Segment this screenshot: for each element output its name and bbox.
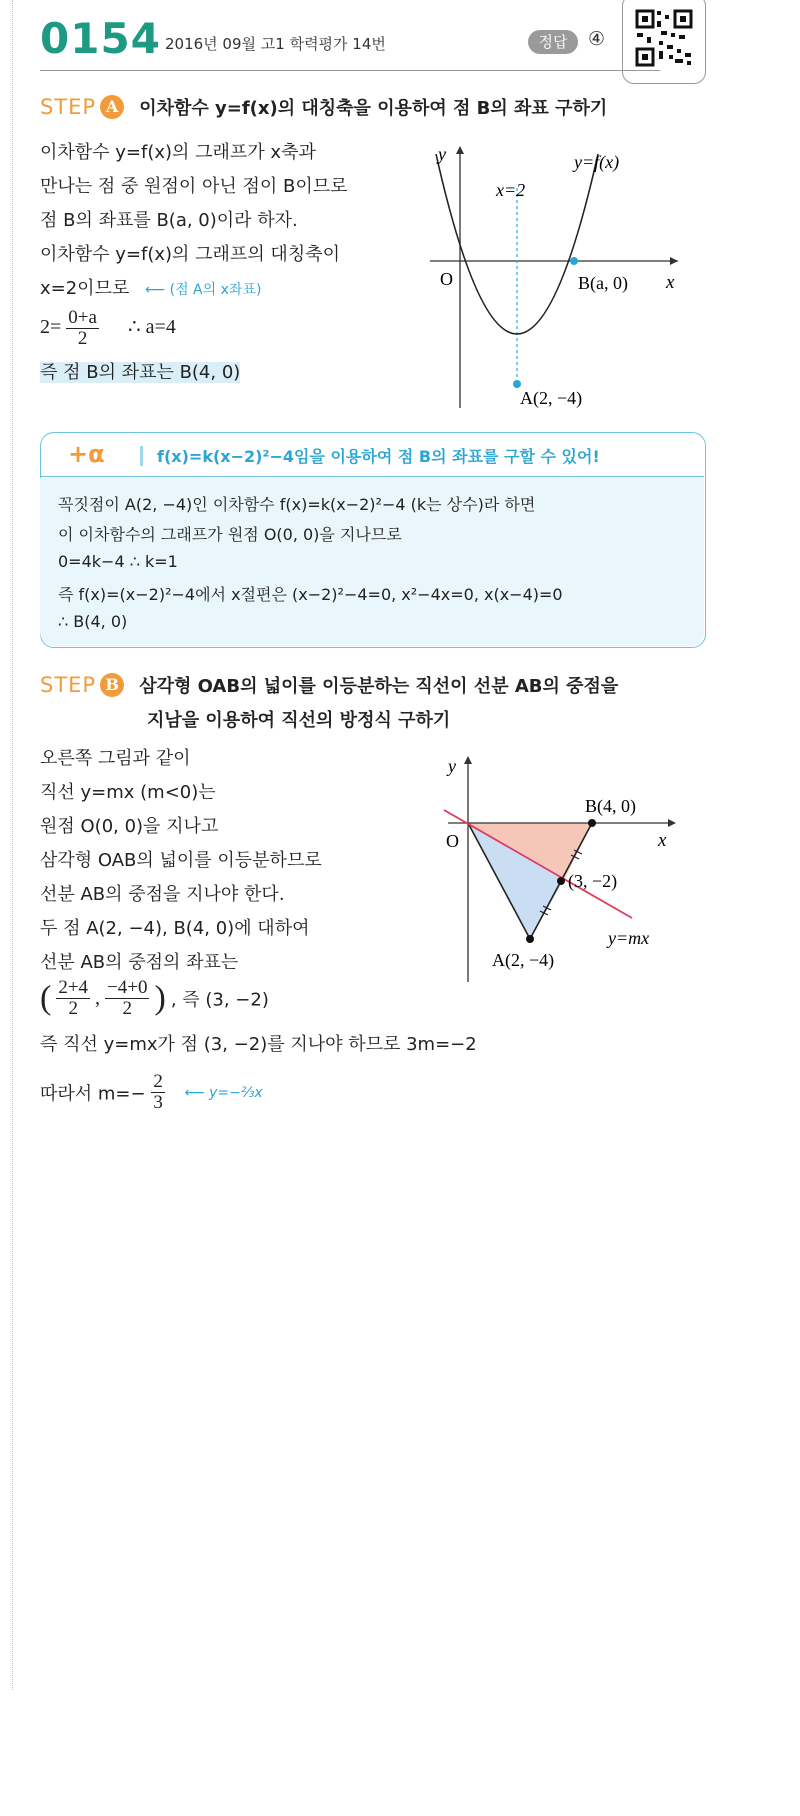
step-a-note: (점 A의 x좌표) (169, 282, 262, 298)
step-b-badge: B (100, 673, 124, 697)
step-a-conclusion-text: 즉 점 B의 좌표는 B(4, 0) (40, 362, 241, 383)
answer-value: ④ (588, 28, 606, 50)
midpoint-result: , 즉 (3, −2) (170, 989, 269, 1011)
step-b-line: 오른쪽 그림과 같이 (40, 748, 191, 769)
step-a-text (40, 136, 430, 307)
step-a-line: x=2이므로 (40, 278, 130, 299)
graph-a-a-label: A(2, −4) (520, 388, 583, 408)
tip-divider-bar (140, 446, 143, 466)
fraction-denominator: 2 (68, 998, 78, 1019)
graph-a-b-point (570, 257, 578, 265)
graph-b-a-label: A(2, −4) (492, 950, 555, 970)
step-a-label: STEP (40, 95, 97, 119)
midpoint-y-fraction (105, 978, 149, 1019)
fraction-numerator: 2 (153, 1071, 163, 1092)
step-a-arrow-note: ⟵ (점 A의 x좌표) (145, 282, 262, 298)
step-a-line-axis (40, 272, 430, 307)
graph-a-curve-label: y=f(x) (574, 152, 620, 172)
graph-a-vertex-point (513, 380, 521, 388)
tip-title: f(x)=k(x−2)²−4임을 이용하여 점 B의 좌표를 구할 수 있어! (157, 447, 600, 466)
step-b-title-line1: 삼각형 OAB의 넓이를 이등분하는 직선이 선분 AB의 중점을 (139, 676, 619, 697)
step-b-line: 두 점 A(2, −4), B(4, 0)에 대하여 (40, 918, 310, 939)
comma: , (95, 987, 106, 1009)
final-answer-note: y=−⅔x (209, 1084, 263, 1101)
qr-code[interactable] (622, 0, 706, 84)
fraction-numerator: −4+0 (107, 977, 148, 998)
step-a-conclusion (40, 356, 240, 390)
tip-line: ∴ B(4, 0) (58, 612, 128, 631)
graph-a-axis-label: x=2 (496, 180, 526, 200)
margin-guide-line (12, 0, 13, 1690)
step-b-line: 삼각형 OAB의 넓이를 이등분하므로 (40, 850, 322, 871)
graph-a-b-label: B(a, 0) (578, 273, 628, 293)
tip-line: 즉 f(x)=(x−2)²−4에서 x절편은 (x−2)²−4=0, x²−4x=0, x(x−4)=0 (58, 585, 563, 604)
step-b-line: 직선 y=mx (m<0)는 (40, 782, 216, 803)
tip-plus-alpha-icon: +α (68, 440, 105, 468)
graph-b-y-label: y (448, 756, 456, 776)
step-a-title: 이차함수 y=f(x)의 대칭축을 이용하여 점 B의 좌표 구하기 (139, 98, 608, 119)
final-answer-prefix: 따라서 m=− (40, 1083, 146, 1105)
graph-b-b-point (588, 819, 596, 827)
step-a-line: 이차함수 y=f(x)의 그래프의 대칭축이 (40, 244, 340, 265)
final-answer-fraction (151, 1072, 165, 1113)
fraction-denominator: 3 (153, 1092, 163, 1113)
graph-a-x-arrow (670, 257, 678, 265)
graph-a-y-label: y (438, 144, 446, 164)
close-paren: ) (154, 979, 166, 1017)
graph-b-midpoint (557, 877, 565, 885)
graph-a-x-label: x (666, 272, 675, 293)
open-paren: ( (40, 979, 52, 1017)
equation-result: ∴ a=4 (127, 316, 176, 339)
step-b-line: 선분 AB의 중점을 지나야 한다. (40, 884, 285, 905)
step-b-header (40, 672, 618, 698)
graph-b-midpoint-label: (3, −2) (568, 871, 618, 891)
question-source: 2016년 09월 고1 학력평가 14번 (165, 35, 386, 53)
step-a-equation (40, 308, 176, 349)
graph-b-origin-label: O (446, 831, 459, 851)
graph-a-y-arrow (456, 146, 464, 154)
fraction-denominator: 2 (122, 998, 133, 1019)
step-a-line: 이차함수 y=f(x)의 그래프가 x축과 (40, 142, 316, 163)
step-b-label: STEP (40, 673, 97, 697)
midpoint-x-fraction (56, 978, 90, 1019)
step-a-line: 만나는 점 중 원점이 아닌 점이 B이므로 (40, 176, 348, 197)
step-a-header (40, 94, 607, 120)
step-b-line: 원점 O(0, 0)을 지나고 (40, 816, 219, 837)
graph-b-y-arrow (464, 756, 472, 764)
fraction-denominator: 2 (77, 328, 88, 349)
graph-b-line-label: y=mx (608, 928, 650, 948)
tip-content (58, 492, 698, 642)
answer-label-badge: 정답 (528, 30, 578, 54)
fraction-numerator: 0+a (68, 307, 97, 328)
equation-fraction (66, 308, 99, 349)
triangle-graph (440, 750, 690, 990)
final-answer (40, 1072, 263, 1113)
graph-b-x-arrow (668, 819, 676, 827)
tip-line: 0=4k−4 ∴ k=1 (58, 552, 178, 571)
step-a-line: 점 B의 좌표를 B(a, 0)이라 하자. (40, 210, 298, 231)
graph-b-x-label: x (658, 830, 667, 851)
graph-b-a-point (526, 935, 534, 943)
line-pass-text: 즉 직선 y=mx가 점 (3, −2)를 지나야 하므로 3m=−2 (40, 1034, 477, 1055)
final-answer-arrow-note: ⟵ y=−⅔x (184, 1084, 263, 1101)
graph-a-origin-label: O (440, 269, 453, 289)
fraction-numerator: 2+4 (58, 977, 89, 998)
equation-lhs: 2= (40, 316, 62, 339)
graph-b-b-label: B(4, 0) (585, 796, 636, 816)
question-number: 0154 (40, 14, 161, 63)
tip-line: 이 이차함수의 그래프가 원점 O(0, 0)을 지나므로 (58, 525, 402, 544)
parabola-graph (420, 140, 690, 410)
tip-line: 꼭짓점이 A(2, −4)인 이차함수 f(x)=k(x−2)²−4 (k는 상수)라 하면 (58, 495, 536, 514)
header-divider (40, 70, 660, 71)
step-b-title-line2: 지남을 이용하여 직선의 방정식 구하기 (147, 710, 451, 731)
step-b-text (40, 742, 420, 980)
step-b-line: 선분 AB의 중점의 좌표는 (40, 952, 239, 973)
midpoint-expression (40, 978, 269, 1019)
step-a-badge: A (100, 95, 124, 119)
